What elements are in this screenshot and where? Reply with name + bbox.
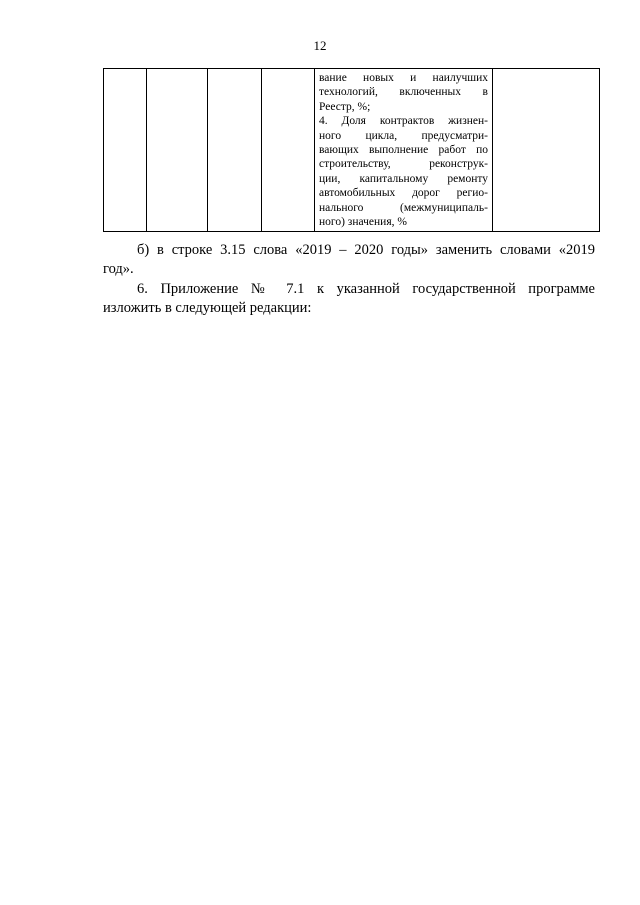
paragraph-line: год». [103,261,134,277]
indicators-text [315,69,492,231]
table-cell-indicators [315,69,493,232]
table-cell-empty-4 [262,69,315,232]
indicator-line: нального (межмуниципаль- [319,201,488,214]
indicator-table [103,68,600,232]
paragraph-line: б) в строке 3.15 слова «2019 – 2020 годы» заменить словами «2019 [137,242,595,258]
table-cell-empty-3 [208,69,262,232]
indicator-line: вающих выполнение работ по [319,144,488,157]
indicator-line: технологий, включенных в [319,86,488,99]
indicator-line: ного цикла, предусматри- [319,129,488,142]
indicator-line: Реестр, %; [319,100,371,113]
paragraph-line: 6. Приложение № 7.1 к указанной государственной программе [137,281,595,297]
indicator-line: ции, капитальному ремонту [319,172,488,185]
table-cell-empty-1 [104,69,147,232]
indicator-line: 4. Доля контрактов жизнен- [319,115,488,128]
paragraph-line: изложить в следующей редакции: [103,300,312,316]
indicator-line: автомобильных дорог регио- [319,187,488,200]
page-number: 12 [313,38,327,53]
table-row [104,69,600,232]
indicator-line: строительству, реконструк- [319,158,488,171]
indicator-line: ного) значения, % [319,216,407,229]
table-cell-empty-2 [147,69,208,232]
indicator-line: вание новых и наилучших [319,72,488,84]
table-cell-empty-6 [493,69,600,232]
paragraph-item-6 [103,280,595,318]
paragraph-item-b [103,241,595,279]
